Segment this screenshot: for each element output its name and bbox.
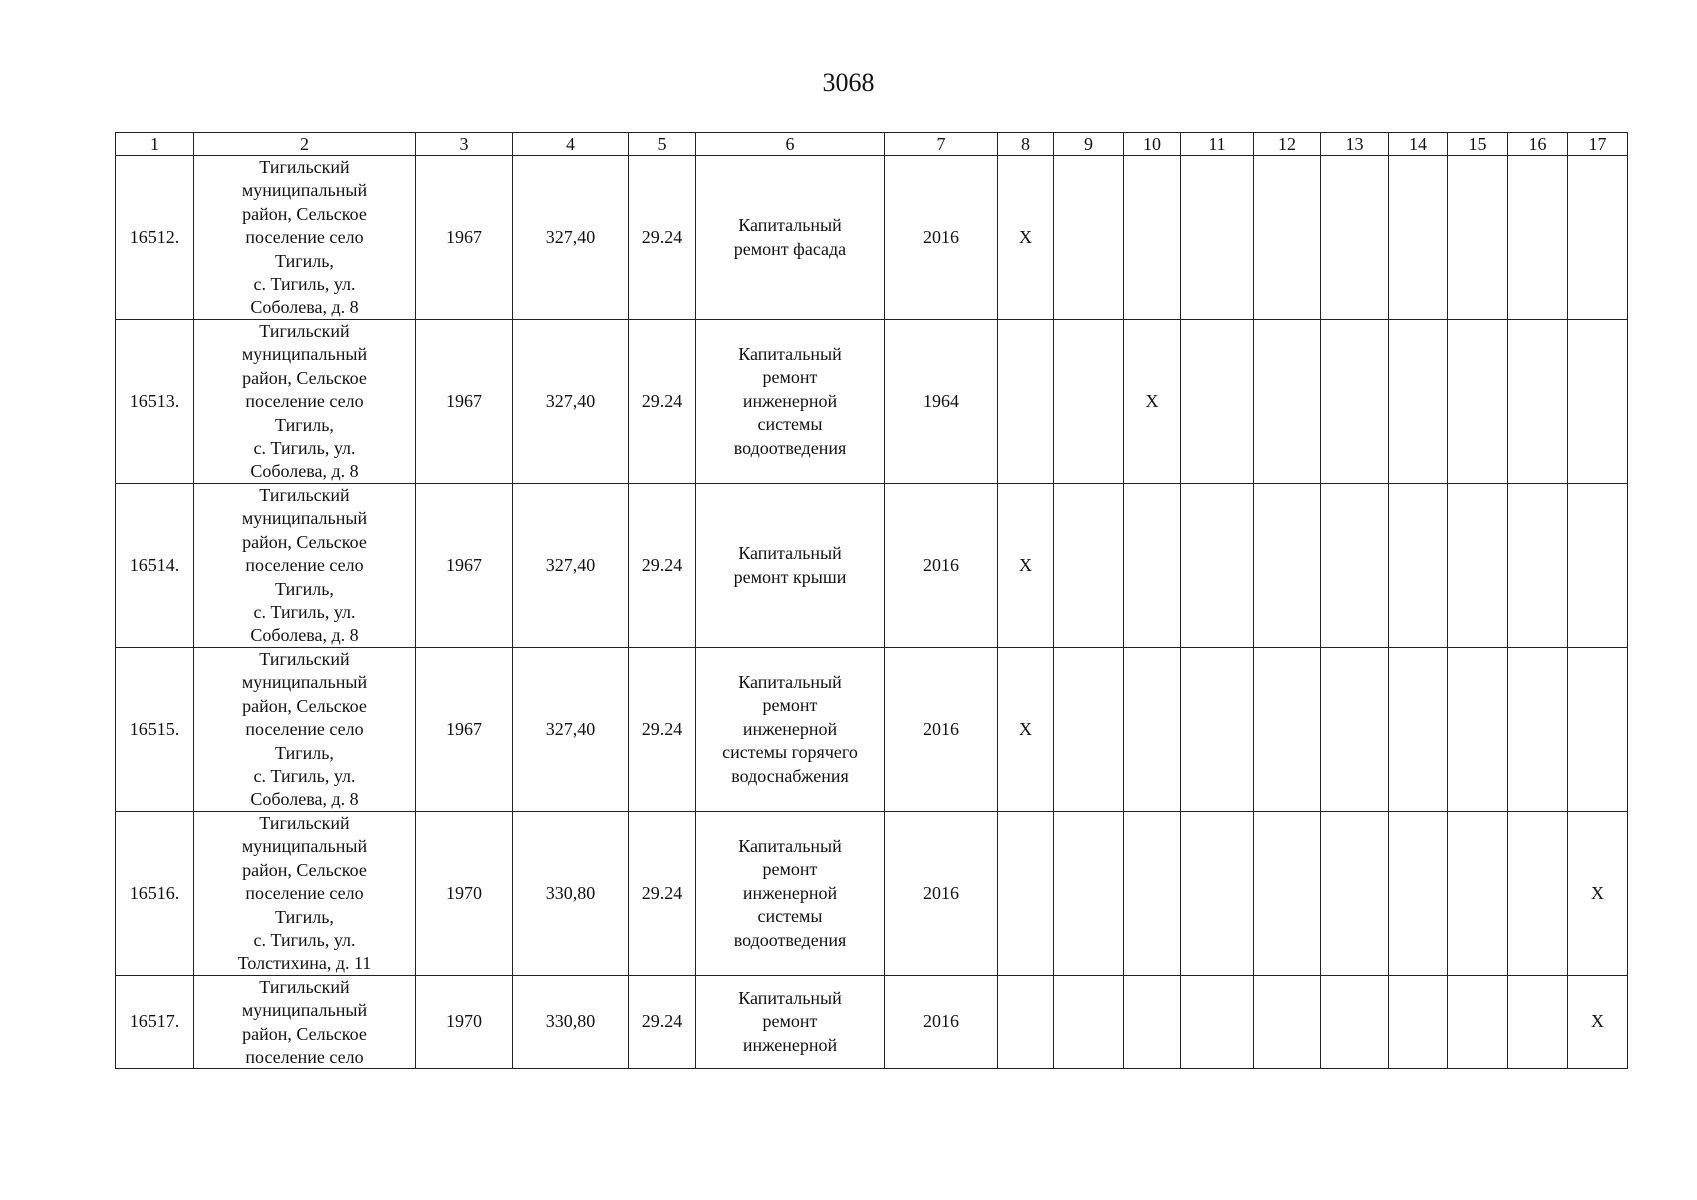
address-line: район, Сельское <box>242 531 367 552</box>
mark-cell-col-8: X <box>998 648 1054 812</box>
address-line: муниципальный <box>241 672 368 693</box>
address-line: район, Сельское <box>242 695 367 716</box>
rate-cell: 29.24 <box>629 484 696 648</box>
work-type-line: инженерной <box>742 390 838 411</box>
table-row <box>116 320 1628 484</box>
mark-cell-col-9 <box>1054 812 1124 976</box>
repair-schedule-table <box>115 132 1628 1069</box>
mark-cell-col-15 <box>1448 648 1508 812</box>
work-type-line: водоотведения <box>733 437 847 458</box>
work-type-line: Капитальный <box>738 987 842 1008</box>
work-type-line: инженерной <box>742 718 838 739</box>
year-cell: 2016 <box>885 484 998 648</box>
address-line: с. Тигиль, ул. <box>253 274 356 295</box>
mark-cell-col-15 <box>1448 320 1508 484</box>
address-line: район, Сельское <box>242 1023 367 1044</box>
address-line: с. Тигиль, ул. <box>253 930 356 951</box>
column-number-3: 3 <box>416 133 513 156</box>
mark-cell-col-17 <box>1568 156 1628 320</box>
mark-cell-col-17: X <box>1568 976 1628 1069</box>
table-body <box>116 133 1628 1069</box>
address-cell <box>194 156 416 320</box>
column-number-8: 8 <box>998 133 1054 156</box>
mark-cell-col-17 <box>1568 648 1628 812</box>
row-number: 16517. <box>116 976 194 1069</box>
column-number-1: 1 <box>116 133 194 156</box>
mark-cell-col-16 <box>1508 976 1568 1069</box>
row-number: 16515. <box>116 648 194 812</box>
address-cell <box>194 484 416 648</box>
row-number: 16516. <box>116 812 194 976</box>
column-number-4: 4 <box>513 133 629 156</box>
address-line: Соболева, д. 8 <box>250 297 359 318</box>
area-cell: 330,80 <box>513 976 629 1069</box>
address-line: муниципальный <box>241 1000 368 1021</box>
rate-cell: 29.24 <box>629 648 696 812</box>
mark-cell-col-14 <box>1389 156 1448 320</box>
area-cell: 327,40 <box>513 484 629 648</box>
mark-cell-col-10 <box>1124 648 1181 812</box>
year-cell: 1964 <box>885 320 998 484</box>
address-line: район, Сельское <box>242 367 367 388</box>
column-number-17: 17 <box>1568 133 1628 156</box>
work-type-line: водоснабжения <box>731 765 849 786</box>
mark-cell-col-11 <box>1181 976 1254 1069</box>
address-line: с. Тигиль, ул. <box>253 438 356 459</box>
mark-cell-col-14 <box>1389 484 1448 648</box>
work-type-line: ремонт <box>762 367 818 388</box>
mark-cell-col-13 <box>1321 976 1389 1069</box>
column-number-11: 11 <box>1181 133 1254 156</box>
table-row <box>116 812 1628 976</box>
mark-cell-col-17 <box>1568 320 1628 484</box>
mark-cell-col-9 <box>1054 976 1124 1069</box>
mark-cell-col-10 <box>1124 156 1181 320</box>
address-line: поселение село <box>245 719 364 740</box>
column-number-10: 10 <box>1124 133 1181 156</box>
address-line: Тигильский <box>259 813 350 833</box>
address-line: Тигильский <box>259 157 350 177</box>
work-type-line: системы горячего <box>722 742 858 763</box>
year-cell: 2016 <box>885 648 998 812</box>
address-line: Тигильский <box>259 977 350 997</box>
work-type-line: ремонт <box>762 859 818 880</box>
column-number-15: 15 <box>1448 133 1508 156</box>
mark-cell-col-8 <box>998 976 1054 1069</box>
work-type-cell <box>696 648 885 812</box>
address-line: район, Сельское <box>242 203 367 224</box>
address-line: муниципальный <box>241 836 368 857</box>
column-number-7: 7 <box>885 133 998 156</box>
address-line: с. Тигиль, ул. <box>253 766 356 787</box>
column-number-5: 5 <box>629 133 696 156</box>
address-line: поселение село <box>245 391 364 412</box>
address-cell <box>194 648 416 812</box>
address-line: Тигиль, <box>275 906 334 927</box>
mark-cell-col-12 <box>1254 156 1321 320</box>
mark-cell-col-13 <box>1321 484 1389 648</box>
column-number-2: 2 <box>194 133 416 156</box>
mark-cell-col-15 <box>1448 812 1508 976</box>
address-line: Тигильский <box>259 321 350 341</box>
mark-cell-col-11 <box>1181 156 1254 320</box>
address-line: с. Тигиль, ул. <box>253 602 356 623</box>
column-number-12: 12 <box>1254 133 1321 156</box>
year-cell: 2016 <box>885 812 998 976</box>
address-line: Тигильский <box>259 649 350 669</box>
address-line: поселение село <box>245 1047 364 1068</box>
column-number-13: 13 <box>1321 133 1389 156</box>
area-cell: 327,40 <box>513 156 629 320</box>
rate-cell: 29.24 <box>629 156 696 320</box>
mark-cell-col-12 <box>1254 976 1321 1069</box>
address-line: поселение село <box>245 227 364 248</box>
year-built-cell: 1970 <box>416 976 513 1069</box>
mark-cell-col-8 <box>998 812 1054 976</box>
mark-cell-col-13 <box>1321 156 1389 320</box>
year-cell: 2016 <box>885 156 998 320</box>
address-line: Тигиль, <box>275 250 334 271</box>
area-cell: 327,40 <box>513 648 629 812</box>
year-built-cell: 1970 <box>416 812 513 976</box>
mark-cell-col-12 <box>1254 648 1321 812</box>
row-number: 16512. <box>116 156 194 320</box>
mark-cell-col-15 <box>1448 484 1508 648</box>
table-row <box>116 976 1628 1069</box>
mark-cell-col-15 <box>1448 156 1508 320</box>
address-cell <box>194 320 416 484</box>
address-cell <box>194 812 416 976</box>
work-type-cell <box>696 976 885 1069</box>
work-type-cell <box>696 812 885 976</box>
column-number-row <box>116 133 1628 156</box>
address-line: Тигильский <box>259 485 350 505</box>
work-type-line: инженерной <box>742 882 838 903</box>
table-row <box>116 648 1628 812</box>
mark-cell-col-9 <box>1054 320 1124 484</box>
mark-cell-col-14 <box>1389 976 1448 1069</box>
address-line: поселение село <box>245 883 364 904</box>
mark-cell-col-15 <box>1448 976 1508 1069</box>
work-type-line: Капитальный <box>738 835 842 856</box>
mark-cell-col-9 <box>1054 156 1124 320</box>
work-type-cell <box>696 156 885 320</box>
mark-cell-col-14 <box>1389 648 1448 812</box>
mark-cell-col-16 <box>1508 156 1568 320</box>
work-type-line: Капитальный <box>738 215 842 236</box>
area-cell: 327,40 <box>513 320 629 484</box>
mark-cell-col-12 <box>1254 484 1321 648</box>
mark-cell-col-11 <box>1181 320 1254 484</box>
address-cell <box>194 976 416 1069</box>
address-line: поселение село <box>245 555 364 576</box>
mark-cell-col-17: X <box>1568 812 1628 976</box>
mark-cell-col-16 <box>1508 320 1568 484</box>
row-number: 16514. <box>116 484 194 648</box>
mark-cell-col-9 <box>1054 484 1124 648</box>
year-cell: 2016 <box>885 976 998 1069</box>
work-type-line: Капитальный <box>738 343 842 364</box>
mark-cell-col-10: X <box>1124 320 1181 484</box>
mark-cell-col-13 <box>1321 812 1389 976</box>
work-type-line: ремонт <box>762 1011 818 1032</box>
mark-cell-col-12 <box>1254 812 1321 976</box>
mark-cell-col-10 <box>1124 484 1181 648</box>
address-lines <box>197 484 412 647</box>
mark-cell-col-14 <box>1389 320 1448 484</box>
rate-cell: 29.24 <box>629 320 696 484</box>
address-line: муниципальный <box>241 180 368 201</box>
year-built-cell: 1967 <box>416 320 513 484</box>
address-lines <box>197 976 412 1068</box>
mark-cell-col-13 <box>1321 648 1389 812</box>
column-number-9: 9 <box>1054 133 1124 156</box>
work-type-cell <box>696 484 885 648</box>
column-number-16: 16 <box>1508 133 1568 156</box>
mark-cell-col-8: X <box>998 156 1054 320</box>
address-line: Толстихина, д. 11 <box>237 953 372 974</box>
work-type-line: системы <box>757 414 823 435</box>
address-line: район, Сельское <box>242 859 367 880</box>
work-type-line: ремонт крыши <box>733 566 847 587</box>
mark-cell-col-10 <box>1124 812 1181 976</box>
rate-cell: 29.24 <box>629 976 696 1069</box>
address-line: муниципальный <box>241 344 368 365</box>
year-built-cell: 1967 <box>416 156 513 320</box>
table-row <box>116 156 1628 320</box>
table-row <box>116 484 1628 648</box>
mark-cell-col-9 <box>1054 648 1124 812</box>
mark-cell-col-16 <box>1508 812 1568 976</box>
mark-cell-col-8: X <box>998 484 1054 648</box>
address-line: муниципальный <box>241 508 368 529</box>
mark-cell-col-11 <box>1181 484 1254 648</box>
address-line: Тигиль, <box>275 742 334 763</box>
page-number: 3068 <box>822 68 875 97</box>
mark-cell-col-17 <box>1568 484 1628 648</box>
row-number: 16513. <box>116 320 194 484</box>
work-type-line: инженерной <box>742 1034 838 1055</box>
work-type-cell <box>696 320 885 484</box>
work-type-line: системы <box>757 906 823 927</box>
mark-cell-col-16 <box>1508 648 1568 812</box>
work-type-line: ремонт фасада <box>733 238 847 259</box>
address-line: Соболева, д. 8 <box>250 789 359 810</box>
address-line: Тигиль, <box>275 414 334 435</box>
column-number-14: 14 <box>1389 133 1448 156</box>
work-type-line: Капитальный <box>738 543 842 564</box>
mark-cell-col-16 <box>1508 484 1568 648</box>
rate-cell: 29.24 <box>629 812 696 976</box>
work-type-line: ремонт <box>762 695 818 716</box>
mark-cell-col-11 <box>1181 648 1254 812</box>
address-line: Тигиль, <box>275 578 334 599</box>
work-type-line: водоотведения <box>733 929 847 950</box>
mark-cell-col-14 <box>1389 812 1448 976</box>
column-number-6: 6 <box>696 133 885 156</box>
mark-cell-col-11 <box>1181 812 1254 976</box>
mark-cell-col-12 <box>1254 320 1321 484</box>
address-line: Соболева, д. 8 <box>250 625 359 646</box>
address-lines <box>197 812 412 975</box>
mark-cell-col-10 <box>1124 976 1181 1069</box>
mark-cell-col-13 <box>1321 320 1389 484</box>
area-cell: 330,80 <box>513 812 629 976</box>
address-lines <box>197 320 412 483</box>
address-lines <box>197 648 412 811</box>
year-built-cell: 1967 <box>416 484 513 648</box>
work-type-line: Капитальный <box>738 671 842 692</box>
address-lines <box>197 156 412 319</box>
mark-cell-col-8 <box>998 320 1054 484</box>
year-built-cell: 1967 <box>416 648 513 812</box>
address-line: Соболева, д. 8 <box>250 461 359 482</box>
